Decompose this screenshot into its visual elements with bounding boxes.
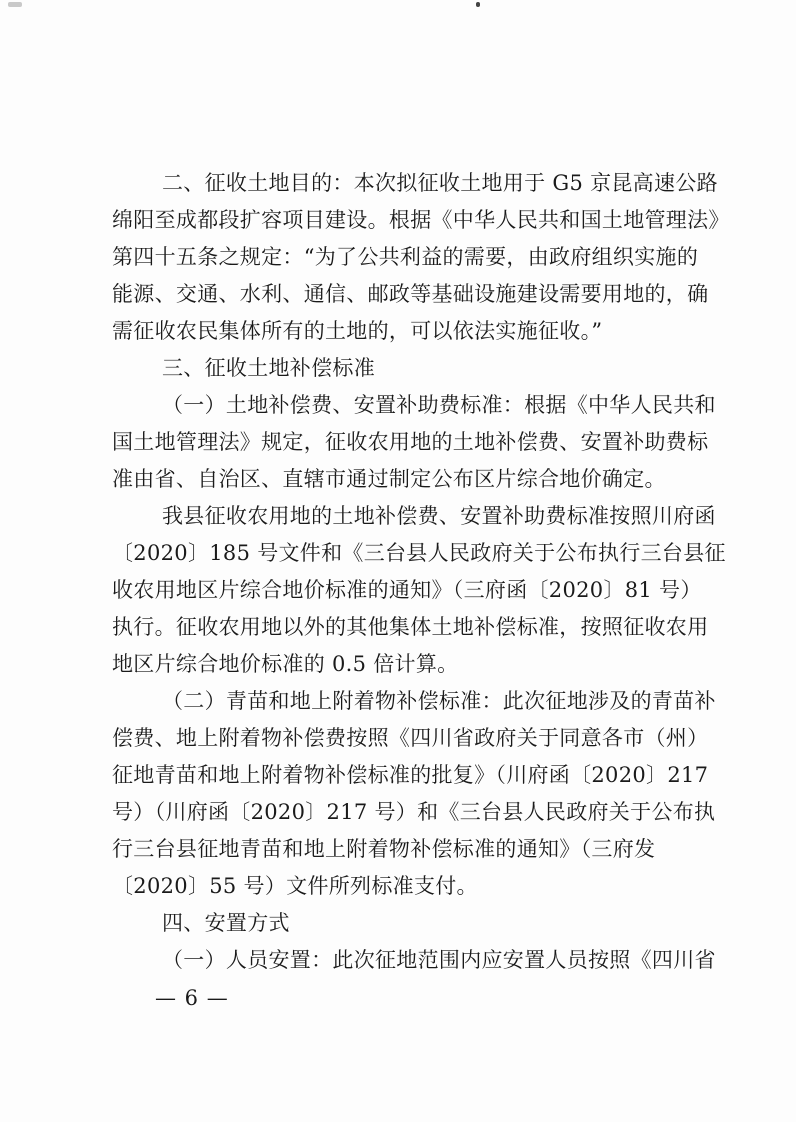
paragraph-line: 能源、交通、水利、通信、邮政等基础设施建设需要用地的，确 xyxy=(112,282,709,306)
paragraph-line: 需征收农民集体所有的土地的，可以依法实施征收。” xyxy=(112,319,603,343)
paragraph-line: 收农用地区片综合地价标准的通知》（三府函〔2020〕81 号） xyxy=(112,578,702,602)
paragraph-line: 我县征收农用地的土地补偿费、安置补助费标准按照川府函 xyxy=(162,504,716,528)
paragraph-line: 征地青苗和地上附着物补偿标准的批复》（川府函〔2020〕217 xyxy=(112,763,709,787)
paragraph-line: 〔2020〕55 号）文件所列标准支付。 xyxy=(112,874,478,898)
paragraph-line: 二、征收土地目的：本次拟征收土地用于 G5 京昆高速公路 xyxy=(162,171,718,195)
paragraph-line: 第四十五条之规定：“为了公共利益的需要，由政府组织实施的 xyxy=(112,245,699,269)
paragraph-line: 〔2020〕185 号文件和《三台县人民政府关于公布执行三台县征 xyxy=(112,541,726,565)
document-body xyxy=(112,165,730,979)
paragraph-line: 地区片综合地价标准的 0.5 倍计算。 xyxy=(112,652,459,676)
section-heading: 三、征收土地补偿标准 xyxy=(162,356,375,380)
paragraph-line: （二）青苗和地上附着物补偿标准：此次征地涉及的青苗补 xyxy=(162,689,716,713)
paragraph-line: 偿费、地上附着物补偿费按照《四川省政府关于同意各市（州） xyxy=(112,726,709,750)
scan-artifact xyxy=(476,2,480,7)
paragraph-line: 准由省、自治区、直辖市通过制定公布区片综合地价确定。 xyxy=(112,467,666,491)
paragraph-line: 国土地管理法》规定，征收农用地的土地补偿费、安置补助费标 xyxy=(112,430,709,454)
paragraph-line: 绵阳至成都段扩容项目建设。根据《中华人民共和国土地管理法》 xyxy=(112,208,730,232)
paragraph-line: 行三台县征地青苗和地上附着物补偿标准的通知》（三府发 xyxy=(112,837,656,861)
paragraph-line: 号）（川府函〔2020〕217 号）和《三台县人民政府关于公布执 xyxy=(112,800,716,824)
page-number: — 6 — xyxy=(155,986,229,1010)
section-heading: 四、安置方式 xyxy=(162,911,290,935)
paragraph-line: （一）土地补偿费、安置补助费标准：根据《中华人民共和 xyxy=(162,393,716,417)
paragraph-line: 执行。征收农用地以外的其他集体土地补偿标准，按照征收农用 xyxy=(112,615,709,639)
scan-artifact xyxy=(8,2,22,7)
paragraph-line: （一）人员安置：此次征地范围内应安置人员按照《四川省 xyxy=(162,948,716,972)
